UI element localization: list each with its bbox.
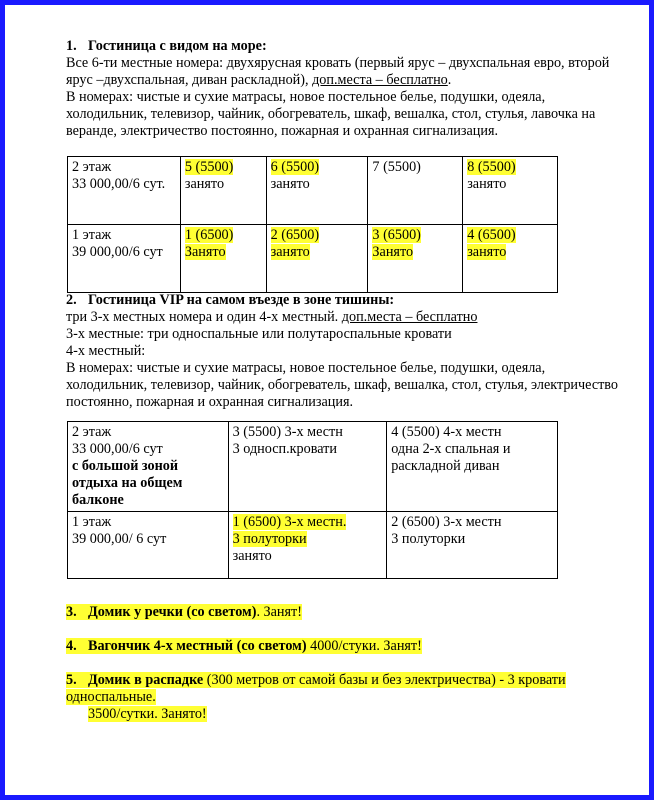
section-5-number: 5. xyxy=(66,672,77,688)
room-cell xyxy=(463,225,558,293)
section-2-title: Гостиница VIP на самом въезде в зоне тишины: xyxy=(88,292,395,308)
room-cell xyxy=(387,512,558,579)
section-1-beds-text: Все 6-ти местные номера: двухярусная кровать (первый ярус – двухспальная евро, второй ярус –двухспальная, диван раскладной), xyxy=(66,55,610,88)
room-status: Занято xyxy=(184,244,226,260)
floor-cell xyxy=(68,422,229,512)
floor-cell xyxy=(68,225,181,293)
room-cell xyxy=(368,225,463,293)
section-2-heading xyxy=(66,292,626,309)
floor-price: 39 000,00/ 6 сут xyxy=(72,531,167,547)
room-status: занято xyxy=(232,548,272,564)
section-1 xyxy=(66,38,626,140)
section-2-triple-desc: 3-х местные: три односпальные или полутароспальные кровати xyxy=(66,326,452,342)
table-row xyxy=(68,157,558,225)
room-cell xyxy=(387,422,558,512)
room-cell xyxy=(463,157,558,225)
room-beds: 3 односп.кровати xyxy=(232,441,337,457)
room-name: 1 (6500) 3-х местн. xyxy=(232,514,347,530)
section-2 xyxy=(66,292,626,411)
section-4-number: 4. xyxy=(66,638,77,654)
floor-price: 39 000,00/6 сут xyxy=(72,244,163,260)
room-cell xyxy=(228,512,387,579)
section-1-period: . xyxy=(447,72,452,88)
section-2-rooms-line xyxy=(66,309,626,326)
section-3-number: 3. xyxy=(66,604,77,620)
room-beds: одна 2-х спальная и раскладной диван xyxy=(391,441,511,474)
room-beds: 3 полуторки xyxy=(232,531,307,547)
room-name: 3 (6500) xyxy=(372,227,421,243)
room-beds: 3 полуторки xyxy=(391,531,466,547)
floor-cell xyxy=(68,512,229,579)
floor-label: 1 этаж xyxy=(72,227,112,243)
room-name: 8 (5500) xyxy=(467,159,516,175)
section-4-title: Вагончик 4-х местный (со светом) xyxy=(88,638,307,654)
room-name: 4 (6500) xyxy=(467,227,516,243)
room-cell xyxy=(180,225,266,293)
room-cell xyxy=(266,157,368,225)
room-status: занято xyxy=(270,176,310,192)
section-2-amenities: В номерах: чистые и сухие матрасы, новое постельное белье, подушки, одеяла, холодильник, телевизор, чайник, обогреватель, шкаф, вешалка, стол, стулья, электричество постоянно, пожарная и охранная сигнализация. xyxy=(66,360,619,410)
table-row xyxy=(68,512,558,579)
table-row xyxy=(68,422,558,512)
floor-price: 33 000,00/6 сут xyxy=(72,441,163,457)
section-2-quad-desc: 4-х местный: xyxy=(66,343,146,359)
section-1-table xyxy=(67,156,558,293)
room-name: 2 (6500) xyxy=(270,227,320,243)
section-3 xyxy=(66,604,626,621)
room-name: 3 (5500) 3-х местн xyxy=(232,424,343,440)
room-cell xyxy=(180,157,266,225)
section-3-title: Домик у речки (со светом) xyxy=(88,604,257,620)
table-row xyxy=(68,225,558,293)
room-cell xyxy=(368,157,463,225)
section-2-table xyxy=(67,421,558,579)
section-3-status: . Занят! xyxy=(256,604,302,620)
room-cell xyxy=(266,225,368,293)
section-1-amenities: В номерах: чистые и сухие матрасы, новое постельное белье, подушки, одеяла, холодильник, телевизор, чайник, обогреватель, шкаф, вешалка, стол, стулья, лавочка на веранде, электричество постоянно, пожарная и охранная сигнализация. xyxy=(66,89,596,139)
room-cell xyxy=(228,422,387,512)
room-name: 4 (5500) 4-х местн xyxy=(391,424,502,440)
room-status: занято xyxy=(184,176,225,192)
room-status: Занято xyxy=(372,244,414,260)
section-3-heading xyxy=(66,604,256,620)
floor-cell xyxy=(68,157,181,225)
section-5-status: 3500/сутки. Занято! xyxy=(88,706,207,722)
section-1-heading xyxy=(66,38,626,55)
section-1-extra-beds-link[interactable]: доп.места – бесплатно xyxy=(312,72,448,88)
section-2-rooms-text: три 3-х местных номера и один 4-х местный. xyxy=(66,309,342,325)
floor-label: 1 этаж xyxy=(72,514,112,530)
room-status: занято xyxy=(270,244,310,260)
section-1-description xyxy=(66,55,626,89)
floor-label: 2 этаж xyxy=(72,159,112,175)
section-5 xyxy=(66,672,636,723)
section-5-heading xyxy=(66,672,203,688)
room-status: занято xyxy=(467,244,507,260)
section-2-number: 2. xyxy=(66,292,77,308)
section-5-title: Домик в распадке xyxy=(88,672,204,688)
section-1-title: Гостиница с видом на море: xyxy=(88,38,267,54)
room-name: 5 (5500) xyxy=(184,159,234,175)
section-4 xyxy=(66,638,626,655)
section-4-status: 4000/стуки. Занят! xyxy=(306,638,422,654)
room-name: 1 (6500) xyxy=(184,227,234,243)
section-4-heading xyxy=(66,638,307,654)
floor-label: 2 этаж xyxy=(72,424,112,440)
room-name: 2 (6500) 3-х местн xyxy=(391,514,502,530)
room-status: занято xyxy=(467,176,507,192)
section-1-number: 1. xyxy=(66,38,77,54)
section-2-extra-beds-link[interactable]: доп.места – бесплатно xyxy=(341,309,478,325)
floor-price: 33 000,00/6 сут. xyxy=(72,176,166,192)
floor-note: с большой зоной отдыха на общем балконе xyxy=(72,458,183,508)
room-name: 7 (5500) xyxy=(372,159,421,175)
section-5-details: (300 метров от самой базы и без электричества) - 3 кровати односпальные. xyxy=(66,672,566,705)
room-name: 6 (5500) xyxy=(270,159,320,175)
